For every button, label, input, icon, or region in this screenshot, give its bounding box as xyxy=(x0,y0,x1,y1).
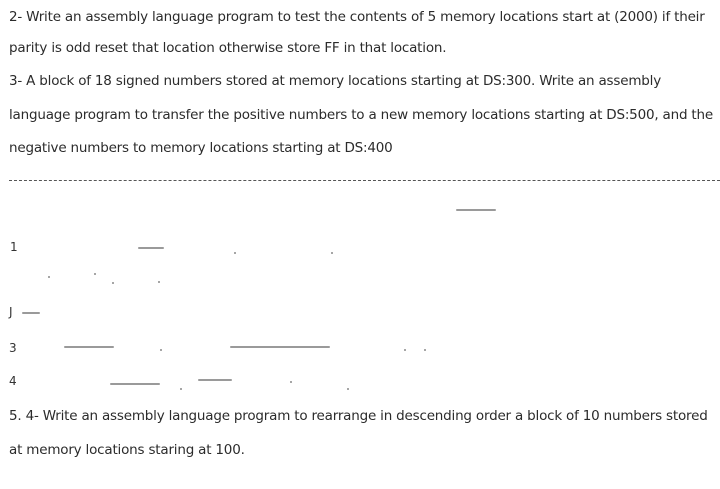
faded-fragment xyxy=(180,388,182,390)
faded-fragment xyxy=(94,273,96,275)
faded-marker-2: J xyxy=(9,305,13,319)
faded-fragment xyxy=(22,312,40,314)
faded-marker-1: 1 xyxy=(10,240,18,254)
faded-fragment xyxy=(110,383,160,385)
faded-fragment xyxy=(48,276,50,278)
question-3-line-1: 3- A block of 18 signed numbers stored at memory locations starting at DS:300. Write an assembly xyxy=(9,73,661,89)
faded-fragment xyxy=(331,252,333,254)
faded-fragment xyxy=(424,349,426,351)
faded-fragment xyxy=(158,281,160,283)
faded-fragment xyxy=(234,252,236,254)
faded-fragment xyxy=(230,346,330,348)
dashed-divider xyxy=(9,180,720,181)
faded-fragment xyxy=(198,379,232,381)
faded-fragment xyxy=(404,349,406,351)
faded-marker-3: 3 xyxy=(9,341,17,355)
faded-fragment xyxy=(347,388,349,390)
question-5-line-2: at memory locations staring at 100. xyxy=(9,442,245,458)
faded-fragment xyxy=(290,381,292,383)
question-2-line-2: parity is odd reset that location otherwise store FF in that location. xyxy=(9,40,447,56)
faded-fragment xyxy=(456,209,496,211)
question-5-line-1: 5. 4- Write an assembly language program to rearrange in descending order a block of 10 numbers stored xyxy=(9,408,708,424)
faded-fragment xyxy=(64,346,114,348)
question-2-line-1: 2- Write an assembly language program to test the contents of 5 memory locations start at (2000) if their xyxy=(9,9,705,25)
faded-fragment xyxy=(112,282,114,284)
question-3-line-3: negative numbers to memory locations starting at DS:400 xyxy=(9,140,393,156)
faded-marker-4: 4 xyxy=(9,374,17,388)
question-3-line-2: language program to transfer the positive numbers to a new memory locations starting at DS:500, and the xyxy=(9,107,713,123)
faded-fragment xyxy=(138,247,164,249)
faded-fragment xyxy=(160,349,162,351)
